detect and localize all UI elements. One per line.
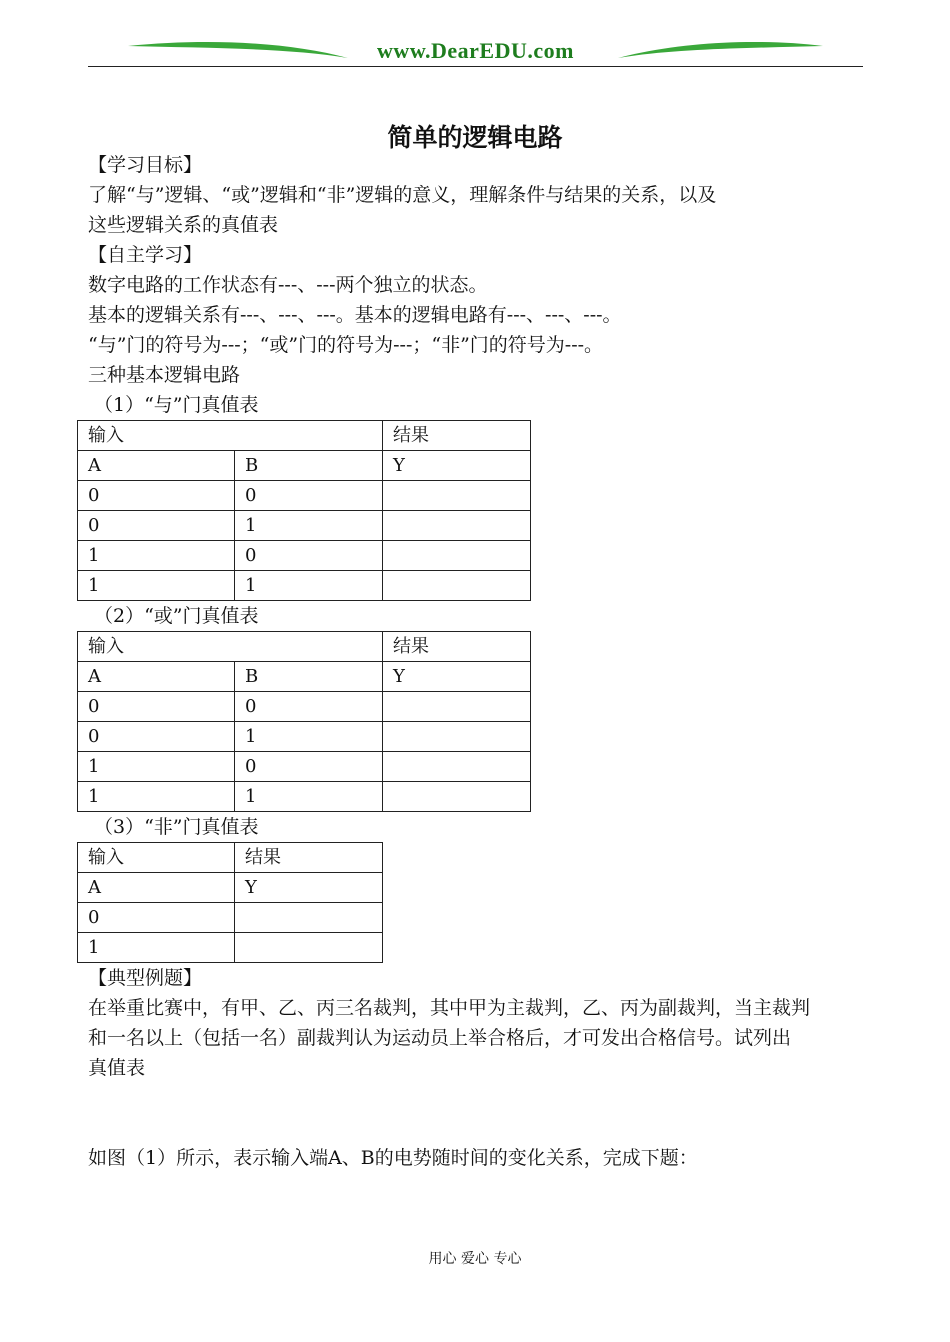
goal-text-2: 这些逻辑关系的真值表	[88, 214, 279, 236]
table-cell: Y	[235, 873, 383, 903]
table-cell	[383, 511, 531, 541]
table-cell: 0	[235, 692, 383, 722]
document-body	[88, 150, 868, 1173]
table-cell: A	[78, 873, 235, 903]
self-text-3: “与”门的符号为---；“或”门的符号为---；“非”门的符号为---。	[88, 334, 604, 356]
or-table-caption: （2）“或”门真值表	[94, 605, 259, 627]
example-heading: 【典型例题】	[88, 967, 203, 989]
table-cell: 1	[78, 571, 235, 601]
table-cell: 结果	[235, 843, 383, 873]
table-row	[78, 451, 531, 481]
and-table-caption: （1）“与”门真值表	[94, 394, 259, 416]
table-row	[78, 752, 531, 782]
table-row	[78, 782, 531, 812]
table-cell: A	[78, 451, 235, 481]
table-cell: 0	[78, 511, 235, 541]
table-row	[78, 662, 531, 692]
table-cell: 0	[235, 752, 383, 782]
example-text-4: 如图（1）所示，表示输入端A、B的电势随时间的变化关系，完成下题：	[88, 1147, 698, 1169]
table-cell	[383, 481, 531, 511]
table-cell: 1	[235, 782, 383, 812]
table-cell	[383, 541, 531, 571]
table-row	[78, 843, 383, 873]
table-cell: 1	[78, 782, 235, 812]
table-cell: Y	[383, 662, 531, 692]
page-title: 简单的逻辑电路	[387, 123, 563, 152]
table-row	[78, 421, 531, 451]
table-cell	[383, 571, 531, 601]
example-text-3: 真值表	[88, 1057, 146, 1079]
table-cell: 1	[235, 511, 383, 541]
table-cell: 输入	[78, 421, 383, 451]
table-cell: B	[235, 662, 383, 692]
not-truth-table	[77, 842, 383, 963]
example-text-2: 和一名以上（包括一名）副裁判认为运动员上举合格后，才可发出合格信号。试列出	[88, 1027, 792, 1049]
table-row	[78, 873, 383, 903]
table-cell: 0	[78, 481, 235, 511]
self-text-4: 三种基本逻辑电路	[88, 364, 241, 386]
table-row	[78, 722, 531, 752]
self-text-1: 数字电路的工作状态有---、---两个独立的状态。	[88, 274, 488, 296]
table-cell: 0	[78, 692, 235, 722]
self-text-2: 基本的逻辑关系有---、---、---。基本的逻辑电路有---、---、---。	[88, 304, 622, 326]
table-cell: Y	[383, 451, 531, 481]
table-row	[78, 903, 383, 933]
table-cell	[383, 782, 531, 812]
table-cell: 0	[78, 722, 235, 752]
table-cell: 0	[235, 541, 383, 571]
goal-heading: 【学习目标】	[88, 154, 203, 176]
table-cell: 0	[235, 481, 383, 511]
table-cell: A	[78, 662, 235, 692]
table-row	[78, 933, 383, 963]
example-text-1: 在举重比赛中，有甲、乙、丙三名裁判，其中甲为主裁判，乙、丙为副裁判，当主裁判	[88, 997, 811, 1019]
spacer	[88, 1083, 868, 1143]
header-rule	[88, 66, 863, 67]
table-cell	[383, 692, 531, 722]
page-header	[88, 34, 863, 70]
self-heading: 【自主学习】	[88, 244, 203, 266]
table-cell: 输入	[78, 843, 235, 873]
table-cell: 1	[78, 933, 235, 963]
site-logo-text: www.DearEDU.com	[377, 38, 574, 63]
table-cell	[235, 903, 383, 933]
table-cell: 1	[235, 722, 383, 752]
table-row	[78, 511, 531, 541]
table-cell: 1	[235, 571, 383, 601]
table-cell	[383, 722, 531, 752]
table-cell: B	[235, 451, 383, 481]
table-cell: 结果	[383, 421, 531, 451]
table-cell: 结果	[383, 632, 531, 662]
or-truth-table	[77, 631, 531, 812]
table-cell: 1	[78, 541, 235, 571]
table-row	[78, 632, 531, 662]
table-cell: 输入	[78, 632, 383, 662]
table-row	[78, 692, 531, 722]
table-cell: 1	[78, 752, 235, 782]
and-truth-table	[77, 420, 531, 601]
goal-text-1: 了解“与”逻辑、“或”逻辑和“非”逻辑的意义，理解条件与结果的关系，以及	[88, 184, 717, 206]
not-table-caption: （3）“非”门真值表	[94, 816, 259, 838]
table-cell	[383, 752, 531, 782]
table-row	[78, 541, 531, 571]
table-cell	[235, 933, 383, 963]
table-row	[78, 481, 531, 511]
table-row	[78, 571, 531, 601]
page-footer: 用心 爱心 专心	[428, 1251, 522, 1267]
table-cell: 0	[78, 903, 235, 933]
